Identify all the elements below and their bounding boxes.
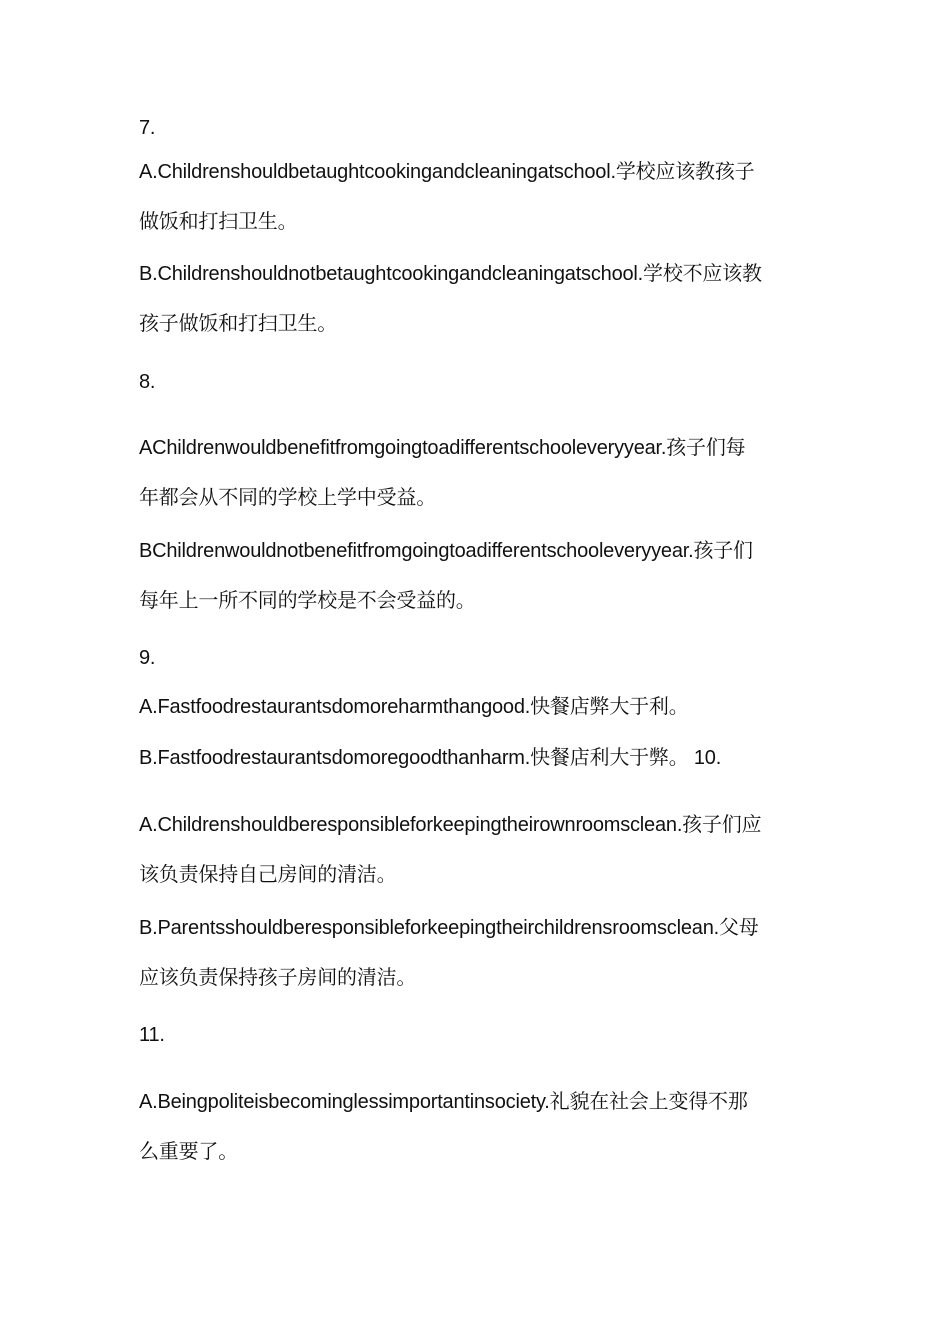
option-9a: A.Fastfoodrestaurantsdomoreharmthangood.快餐店弊大于利。 (139, 696, 689, 718)
option-11a-line-2: 么重要了。 (139, 1141, 238, 1163)
option-8a-line-2: 年都会从不同的学校上学中受益。 (139, 487, 436, 509)
option-10a-line-2: 该负责保持自己房间的清洁。 (139, 864, 397, 886)
option-10a-line-1: A.Childrenshouldberesponsibleforkeepingtheirownroomsclean.孩子们应 (139, 814, 762, 836)
option-7a-line-1: A.Childrenshouldbetaughtcookingandcleaningatschool.学校应该教孩子 (139, 161, 755, 183)
question-number-9: 9. (139, 647, 156, 669)
question-number-7: 7. (139, 117, 156, 139)
option-7b-line-2: 孩子做饭和打扫卫生。 (139, 313, 337, 335)
question-number-8: 8. (139, 371, 156, 393)
option-8b-line-1: BChildrenwouldnotbenefitfromgoingtoadifferentschooleveryyear.孩子们 (139, 540, 753, 562)
option-7a-line-2: 做饭和打扫卫生。 (139, 211, 298, 233)
option-10b-line-1: B.Parentsshouldberesponsibleforkeepingtheirchildrensroomsclean.父母 (139, 917, 759, 939)
option-10b-line-2: 应该负责保持孩子房间的清洁。 (139, 967, 417, 989)
option-8b-line-2: 每年上一所不同的学校是不会受益的。 (139, 590, 476, 612)
option-7b-line-1: B.Childrenshouldnotbetaughtcookingandcleaningatschool.学校不应该教 (139, 263, 762, 285)
option-11a-line-1: A.Beingpoliteisbecominglessimportantinsociety.礼貌在社会上变得不那 (139, 1091, 748, 1113)
option-8a-line-1: AChildrenwouldbenefitfromgoingtoadifferentschooleveryyear.孩子们每 (139, 437, 746, 459)
option-9b-and-question-10: B.Fastfoodrestaurantsdomoregoodthanharm.快餐店利大于弊。 10. (139, 747, 722, 769)
question-number-11: 11. (139, 1024, 165, 1046)
